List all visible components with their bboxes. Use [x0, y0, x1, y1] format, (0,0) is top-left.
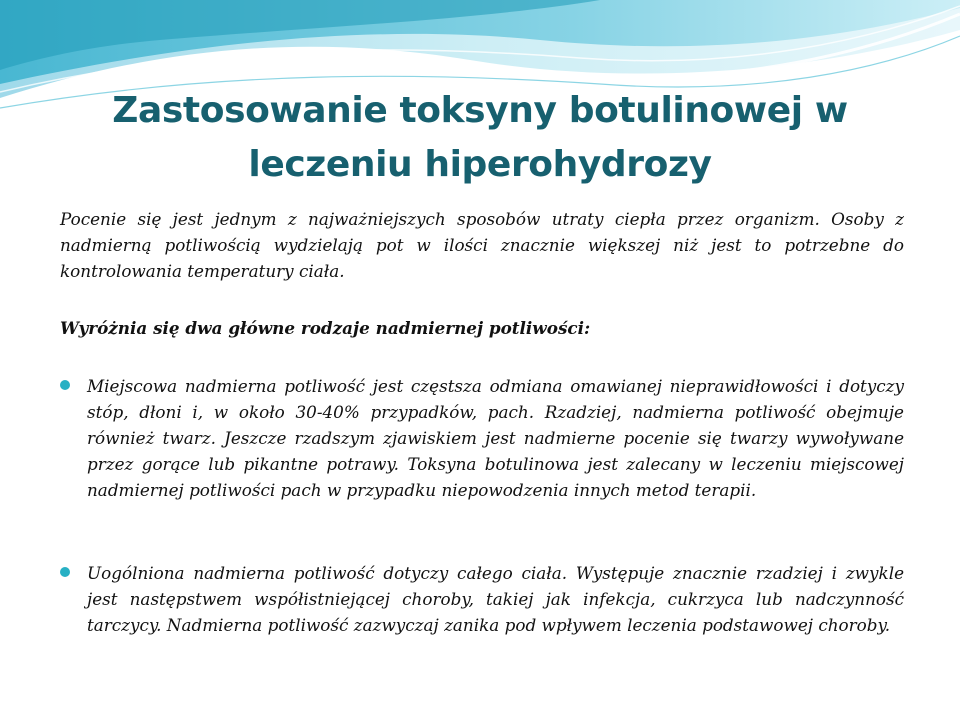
intro-paragraph: Pocenie się jest jednym z najważniejszych sposobów utraty ciepła przez organizm. Osoby z nadmierną potliwością wydzielają pot w ilości znacznie większej niż jest to potrzebne do kontrolowania temperatury ciała.: [60, 209, 904, 281]
bullet-text: Miejscowa nadmierna potliwość jest częstsza odmiana omawianej nieprawidłowości i dotyczy stóp, dłoni i, w około 30-40% przypadków, pach. Rzadziej, nadmierna potliwość obejmuje również twarz. Jeszcze rzadszym zjawiskiem jest nadmierne pocenie się twarzy wywoływane przez gorące lub pikantne potrawy. Toksyna botulinowa jest zalecany w leczeniu miejscowej nadmiernej potliwości pach w przypadku niepowodzenia innych metod terapii.: [87, 376, 904, 500]
bullet-dot-icon: [60, 567, 70, 577]
bullet-text: Uogólniona nadmierna potliwość dotyczy całego ciała. Występuje znacznie rzadziej i zwykle jest następstwem współistniejącej choroby, takiej jak infekcja, cukrzyca lub nadczynność tarczycy. Nadmierna potliwość zazwyczaj zanika pod wpływem leczenia podstawowej choroby.: [87, 563, 904, 635]
bullet-dot-icon: [60, 380, 70, 390]
subheading: Wyróżnia się dwa główne rodzaje nadmiernej potliwości:: [60, 318, 591, 338]
slide-title-line-2: leczeniu hiperohydrozy: [248, 144, 712, 185]
slide-title: [40, 84, 920, 192]
slide-title-line-1: Zastosowanie toksyny botulinowej w: [112, 90, 848, 131]
